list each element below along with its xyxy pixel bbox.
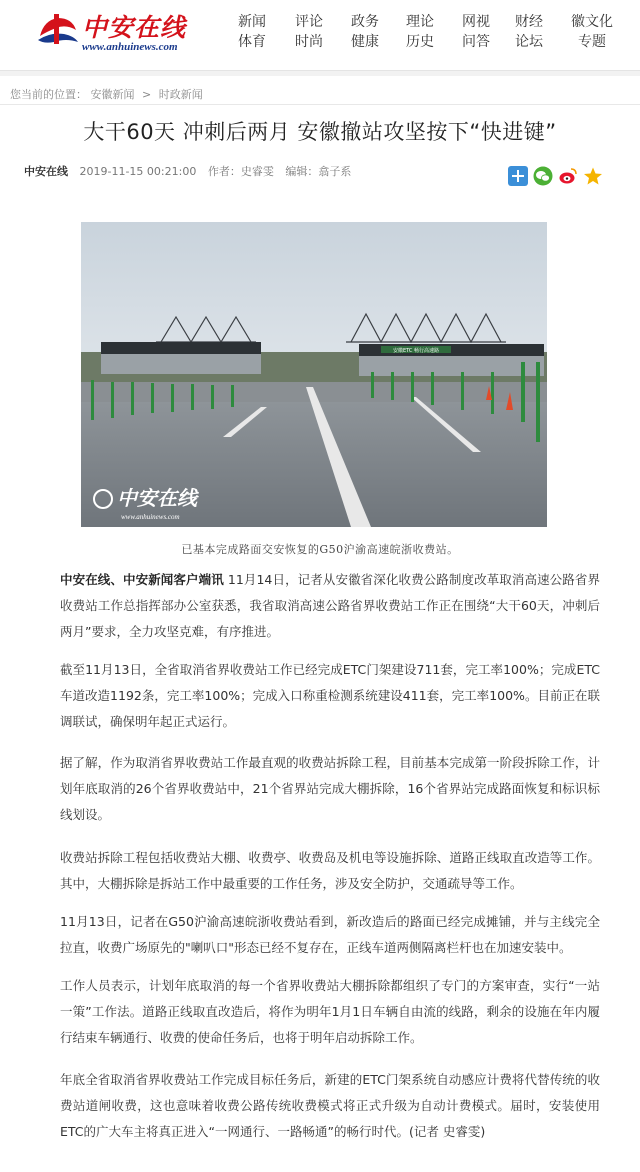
nav-col-4 (400, 12, 440, 52)
nav-link-topics[interactable]: 专题 (578, 34, 606, 50)
weibo-icon[interactable] (558, 166, 578, 186)
breadcrumb (10, 86, 203, 102)
article-paragraph-3: 据了解，作为取消省界收费站工作最直观的收费站拆除工程，目前基本完成第一阶段拆除工作，计划年底取消的26个省界收费站中，21个省界站完成大棚拆除，16个省界站完成路面恢复和标识标线划设。 (60, 755, 600, 822)
nav-link-government[interactable]: 政务 (351, 14, 379, 30)
nav-link-finance[interactable]: 财经 (515, 14, 543, 30)
photo-caption: 已基本完成路面交安恢复的G50沪渝高速皖浙收费站。 (181, 543, 459, 556)
nav-link-culture[interactable]: 徽文化 (571, 14, 613, 30)
article-paragraph-1-text: 11月14日，记者从安徽省深化收费公路制度改革取消高速公路省界收费站工作总指挥部办公室获悉，我省取消高速公路省界收费站工作正在围绕“大干60天，冲刺后两月”要求，全力攻坚克难，有序推进。 (60, 572, 600, 639)
logo-url: www.anhuinews.com (82, 41, 178, 53)
article-author: 作者：史睿雯 (207, 165, 274, 178)
article-title: 大干60天 冲刺后两月 安徽撤站攻坚按下“快进键” (83, 120, 557, 144)
toll-station-photo (81, 222, 547, 527)
logo-name: 中安在线 (82, 13, 187, 42)
header-divider (0, 70, 640, 76)
logo-emblem-icon (36, 10, 80, 50)
article-paragraph-4: 收费站拆除工程包括收费站大棚、收费亭、收费岛及机电等设施拆除、道路正线取直改造等工作。其中，大棚拆除是拆站工作中最重要的工作任务，涉及安全防护，交通疏导等工作。 (60, 850, 600, 891)
article-paragraph-2: 截至11月13日，全省取消省界收费站工作已经完成ETC门架建设711套，完工率100%；完成ETC车道改造1192条，完工率100%；完成入口称重检测系统建设411套，完工率100%。目前正在联调联试，确保明年起正式运行。 (60, 662, 600, 729)
nav-col-3 (345, 12, 385, 52)
article-paragraph-6: 工作人员表示，计划年底取消的每一个省界收费站大棚拆除都组织了专门的方案审查，实行“一站一策”工作法。道路正线取直改造后，将作为明年1月1日车辆自由流的线路，剩余的设施在年内履行结束车辆通行、收费的使命任务后，也将于明年启动拆除工作。 (60, 978, 600, 1045)
photo-watermark-url: www.anhuinews.com (121, 513, 180, 521)
breadcrumb-link-politics[interactable]: 时政新闻 (158, 88, 203, 101)
article-photo (81, 222, 547, 527)
article-datetime: 2019-11-15 00:21:00 (79, 165, 197, 178)
breadcrumb-divider (0, 104, 640, 105)
share-plus-icon[interactable] (508, 166, 528, 186)
site-header (0, 0, 640, 70)
nav-link-sports[interactable]: 体育 (238, 34, 266, 50)
nav-link-health[interactable]: 健康 (351, 34, 379, 50)
article-paragraph-1 (60, 567, 600, 645)
nav-col-5 (456, 12, 496, 52)
nav-link-qa[interactable]: 问答 (462, 34, 490, 50)
breadcrumb-arrow: > (142, 88, 152, 101)
nav-link-comment[interactable]: 评论 (295, 14, 323, 30)
nav-link-video[interactable]: 网视 (462, 14, 490, 30)
nav-link-history[interactable]: 历史 (406, 34, 434, 50)
breadcrumb-prefix: 您当前的位置 (10, 88, 76, 101)
article-paragraph-5: 11月13日，记者在G50沪渝高速皖浙收费站看到，新改造后的路面已经完成摊铺，并与主线完全拉直，收费广场原先的"喇叭口"形态已经不复存在，正线车道两侧隔离栏杆也在加速安装中。 (60, 914, 600, 955)
nav-col-1 (232, 12, 272, 52)
breadcrumb-link-anhui-news[interactable]: 安徽新闻 (90, 88, 135, 101)
article-editor: 编辑：翕子系 (285, 165, 352, 178)
site-logo[interactable] (36, 8, 196, 60)
nav-col-2 (289, 12, 329, 52)
article-source[interactable]: 中安在线 (24, 165, 68, 178)
wechat-icon[interactable] (533, 166, 553, 186)
nav-col-6 (509, 12, 549, 52)
nav-link-news[interactable]: 新闻 (238, 14, 266, 30)
photo-sign-text: 安徽ETC 畅行高速路 (392, 348, 440, 354)
favorite-star-icon[interactable] (583, 166, 603, 186)
nav-link-fashion[interactable]: 时尚 (295, 34, 323, 50)
main-nav (232, 12, 632, 56)
nav-link-theory[interactable]: 理论 (406, 14, 434, 30)
breadcrumb-colon: ： (76, 88, 87, 101)
nav-col-7 (566, 12, 618, 52)
share-bar (508, 166, 604, 186)
article-paragraph-7: 年底全省取消省界收费站工作完成目标任务后，新建的ETC门架系统自动感应计费将代替传统的收费站道闸收费，这也意味着收费公路传统收费模式将正式升级为自动计费模式。届时，安装使用ETC的广大车主将真正进入“一网通行、一路畅通”的畅行时代。(记者 史睿雯) (60, 1072, 600, 1139)
article-meta (24, 163, 359, 179)
article-lead: 中安在线、中安新闻客户端讯 (60, 572, 224, 587)
photo-watermark-name: 中安在线 (117, 486, 197, 510)
nav-link-forum[interactable]: 论坛 (515, 34, 543, 50)
